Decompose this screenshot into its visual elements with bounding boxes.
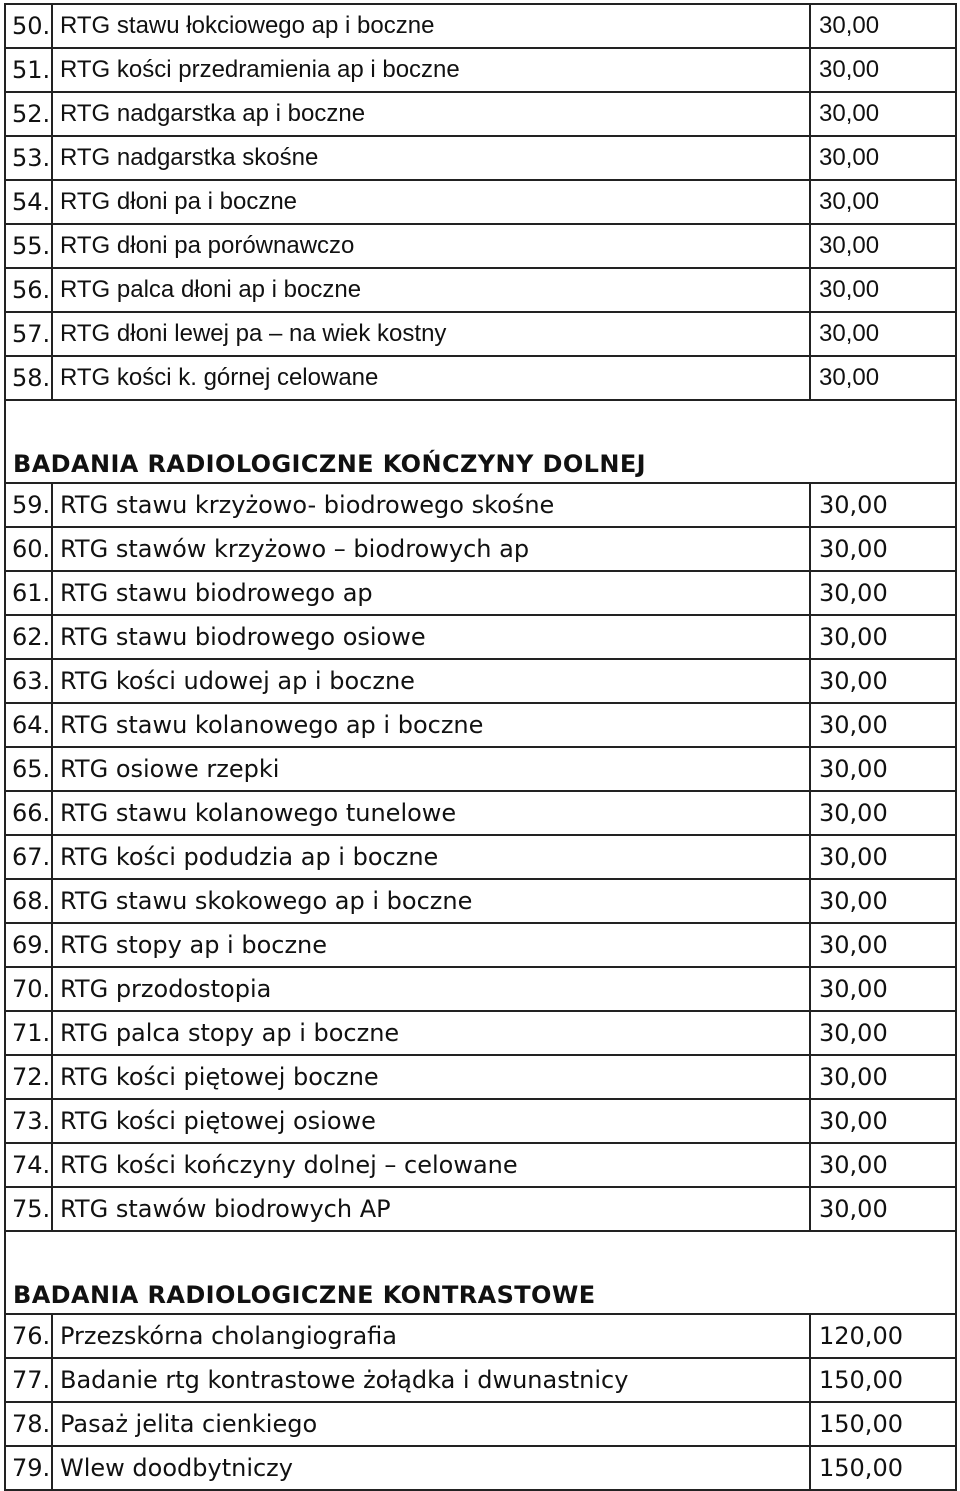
procedure-price: 30,00	[810, 879, 956, 923]
procedure-name: RTG kości udowej ap i boczne	[52, 659, 810, 703]
row-number: 55.	[5, 224, 52, 268]
table-row	[5, 835, 956, 879]
row-number: 56.	[5, 268, 52, 312]
procedure-price: 30,00	[810, 615, 956, 659]
procedure-name: RTG stawów krzyżowo – biodrowych ap	[52, 527, 810, 571]
procedure-name: RTG kości kończyny dolnej – celowane	[52, 1143, 810, 1187]
row-number: 65.	[5, 747, 52, 791]
procedure-price: 30,00	[810, 312, 956, 356]
procedure-price: 30,00	[810, 224, 956, 268]
procedure-name: RTG przodostopia	[52, 967, 810, 1011]
procedure-price: 30,00	[810, 92, 956, 136]
section-title-contrast: BADANIA RADIOLOGICZNE KONTRASTOWE	[5, 1231, 956, 1314]
procedure-name: RTG stawu biodrowego ap	[52, 571, 810, 615]
procedure-price: 30,00	[810, 1011, 956, 1055]
table-row	[5, 1011, 956, 1055]
row-number: 60.	[5, 527, 52, 571]
procedure-price: 30,00	[810, 659, 956, 703]
row-number: 72.	[5, 1055, 52, 1099]
row-number: 70.	[5, 967, 52, 1011]
procedure-name: RTG stawu skokowego ap i boczne	[52, 879, 810, 923]
price-list-table	[4, 3, 957, 1491]
procedure-name: Pasaż jelita cienkiego	[52, 1402, 810, 1446]
procedure-name: RTG stawu krzyżowo- biodrowego skośne	[52, 483, 810, 527]
row-number: 62.	[5, 615, 52, 659]
table-row	[5, 224, 956, 268]
procedure-name: RTG nadgarstka skośne	[52, 136, 810, 180]
table-row	[5, 747, 956, 791]
table-row	[5, 92, 956, 136]
procedure-price: 150,00	[810, 1402, 956, 1446]
procedure-price: 150,00	[810, 1446, 956, 1490]
procedure-name: Badanie rtg kontrastowe żołądka i dwunastnicy	[52, 1358, 810, 1402]
row-number: 50.	[5, 4, 52, 48]
procedure-name: RTG stopy ap i boczne	[52, 923, 810, 967]
row-number: 78.	[5, 1402, 52, 1446]
table-row	[5, 1143, 956, 1187]
procedure-price: 30,00	[810, 268, 956, 312]
row-number: 52.	[5, 92, 52, 136]
row-number: 59.	[5, 483, 52, 527]
row-number: 57.	[5, 312, 52, 356]
table-row	[5, 312, 956, 356]
row-number: 67.	[5, 835, 52, 879]
procedure-price: 150,00	[810, 1358, 956, 1402]
row-number: 76.	[5, 1314, 52, 1358]
procedure-price: 30,00	[810, 48, 956, 92]
table-row	[5, 483, 956, 527]
procedure-name: RTG dłoni pa porównawczo	[52, 224, 810, 268]
table-row	[5, 1402, 956, 1446]
procedure-name: RTG dłoni pa i boczne	[52, 180, 810, 224]
procedure-price: 30,00	[810, 527, 956, 571]
row-number: 75.	[5, 1187, 52, 1231]
procedure-name: RTG dłoni lewej pa – na wiek kostny	[52, 312, 810, 356]
procedure-price: 30,00	[810, 1099, 956, 1143]
row-number: 71.	[5, 1011, 52, 1055]
row-number: 54.	[5, 180, 52, 224]
procedure-price: 30,00	[810, 4, 956, 48]
table-row	[5, 527, 956, 571]
row-number: 63.	[5, 659, 52, 703]
procedure-price: 30,00	[810, 1143, 956, 1187]
procedure-price: 30,00	[810, 180, 956, 224]
procedure-price: 30,00	[810, 835, 956, 879]
row-number: 53.	[5, 136, 52, 180]
procedure-price: 30,00	[810, 483, 956, 527]
procedure-price: 30,00	[810, 1055, 956, 1099]
table-row	[5, 879, 956, 923]
row-number: 69.	[5, 923, 52, 967]
procedure-price: 30,00	[810, 136, 956, 180]
table-row	[5, 1446, 956, 1490]
procedure-price: 30,00	[810, 923, 956, 967]
row-number: 66.	[5, 791, 52, 835]
procedure-price: 30,00	[810, 356, 956, 400]
table-row	[5, 48, 956, 92]
table-row	[5, 268, 956, 312]
table-row	[5, 703, 956, 747]
row-number: 79.	[5, 1446, 52, 1490]
procedure-name: RTG stawu kolanowego tunelowe	[52, 791, 810, 835]
procedure-name: RTG kości przedramienia ap i boczne	[52, 48, 810, 92]
procedure-name: RTG stawów biodrowych AP	[52, 1187, 810, 1231]
procedure-price: 30,00	[810, 791, 956, 835]
procedure-name: RTG nadgarstka ap i boczne	[52, 92, 810, 136]
procedure-price: 30,00	[810, 747, 956, 791]
table-row	[5, 1187, 956, 1231]
row-number: 61.	[5, 571, 52, 615]
row-number: 77.	[5, 1358, 52, 1402]
procedure-name: RTG osiowe rzepki	[52, 747, 810, 791]
table-row	[5, 1358, 956, 1402]
procedure-name: RTG stawu biodrowego osiowe	[52, 615, 810, 659]
table-row	[5, 1314, 956, 1358]
table-row	[5, 180, 956, 224]
section-header-row	[5, 1231, 956, 1314]
procedure-price: 30,00	[810, 967, 956, 1011]
row-number: 64.	[5, 703, 52, 747]
procedure-name: RTG palca dłoni ap i boczne	[52, 268, 810, 312]
table-row	[5, 791, 956, 835]
procedure-name: RTG kości k. górnej celowane	[52, 356, 810, 400]
procedure-name: RTG palca stopy ap i boczne	[52, 1011, 810, 1055]
row-number: 74.	[5, 1143, 52, 1187]
row-number: 73.	[5, 1099, 52, 1143]
procedure-price: 30,00	[810, 571, 956, 615]
procedure-price: 30,00	[810, 1187, 956, 1231]
section-title-lower-limb: BADANIA RADIOLOGICZNE KOŃCZYNY DOLNEJ	[5, 400, 956, 483]
procedure-name: RTG kości podudzia ap i boczne	[52, 835, 810, 879]
table-row	[5, 1099, 956, 1143]
table-row	[5, 923, 956, 967]
procedure-price: 30,00	[810, 703, 956, 747]
procedure-name: Wlew doodbytniczy	[52, 1446, 810, 1490]
procedure-name: RTG kości piętowej boczne	[52, 1055, 810, 1099]
section-header-row	[5, 400, 956, 483]
procedure-name: RTG stawu łokciowego ap i boczne	[52, 4, 810, 48]
table-row	[5, 659, 956, 703]
table-row	[5, 1055, 956, 1099]
table-row	[5, 136, 956, 180]
procedure-name: Przezskórna cholangiografia	[52, 1314, 810, 1358]
procedure-name: RTG kości piętowej osiowe	[52, 1099, 810, 1143]
row-number: 58.	[5, 356, 52, 400]
table-row	[5, 356, 956, 400]
row-number: 68.	[5, 879, 52, 923]
table-row	[5, 4, 956, 48]
procedure-price: 120,00	[810, 1314, 956, 1358]
procedure-name: RTG stawu kolanowego ap i boczne	[52, 703, 810, 747]
table-row	[5, 967, 956, 1011]
table-row	[5, 571, 956, 615]
row-number: 51.	[5, 48, 52, 92]
table-row	[5, 615, 956, 659]
